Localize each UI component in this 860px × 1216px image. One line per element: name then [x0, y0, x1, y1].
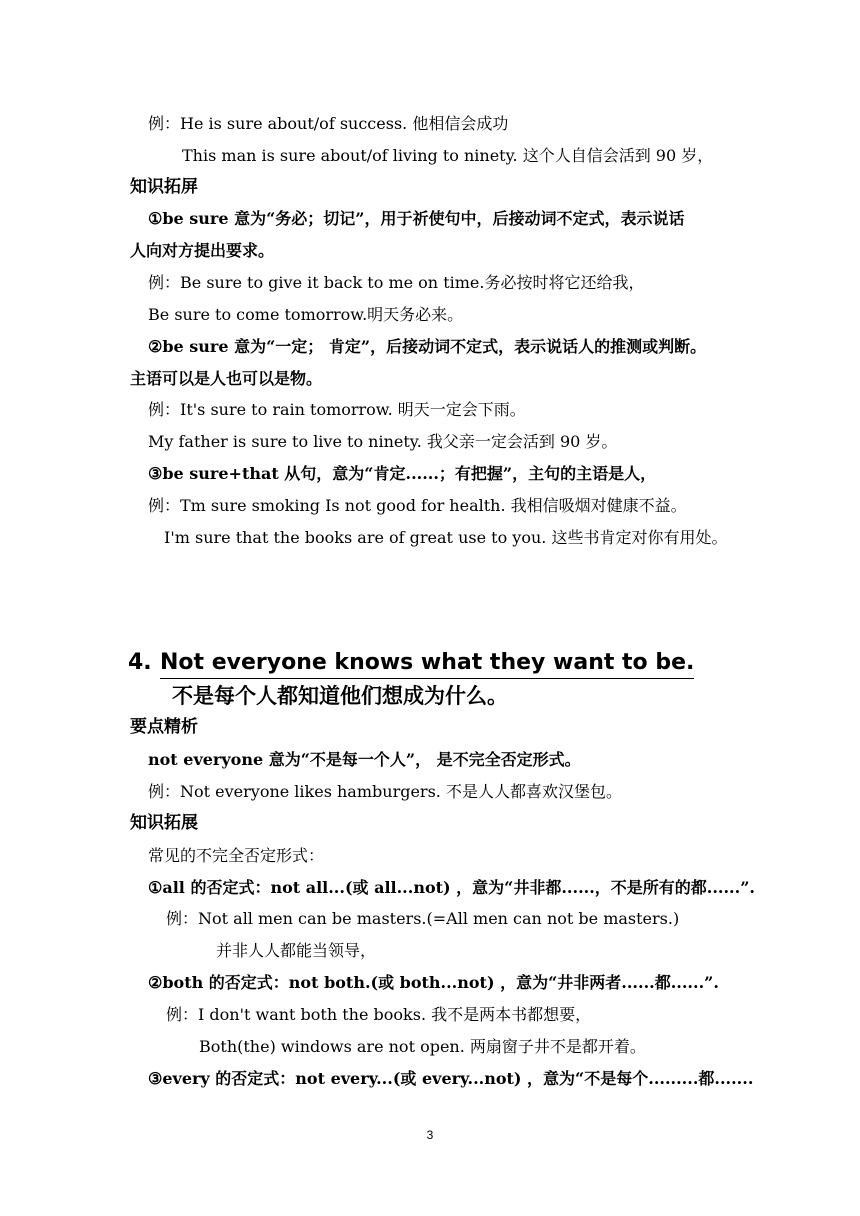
example-line: My father is sure to live to ninety. 我父亲一定会活到 90 岁。: [148, 432, 618, 451]
rule-line: ③be sure+that 从句，意为“肯定......；有把握”，主句的主语是人，: [148, 464, 657, 483]
example-line: 例：Not everyone likes hamburgers. 不是人人都喜欢汉堡包。: [148, 782, 622, 801]
example-line: 例：Not all men can be masters.(=All men can not be masters.): [166, 909, 680, 928]
section-heading: 知识拓屏: [130, 177, 198, 197]
example-line: Be sure to come tomorrow.明天务必来。: [148, 305, 464, 324]
section-title-english: Not everyone knows what they want to be.: [160, 648, 694, 679]
example-line: Both(the) windows are not open. 两扇窗子井不是都开着。: [199, 1037, 646, 1056]
example-line: This man is sure about/of living to ninety. 这个人自信会活到 90 岁，: [182, 146, 714, 165]
example-line: 例：He is sure about/of success. 他相信会成功: [148, 114, 509, 133]
section-heading: 要点精析: [130, 717, 198, 737]
page-number: 3: [426, 1128, 434, 1142]
rule-line: ②be sure 意为“一定； 肯定”，后接动词不定式，表示说话人的推测或判断。: [148, 337, 707, 356]
section-heading: 知识拓展: [130, 813, 198, 833]
rule-line: ①all 的否定式：not all...(或 all...not) ，意为“井非都......，不是所有的都......”.: [148, 878, 755, 897]
example-line: 例：I don't want both the books. 我不是两本书都想要，: [166, 1005, 592, 1024]
example-line: 例：Tm sure smoking Is not good for health. 我相信吸烟对健康不益。: [148, 496, 687, 515]
example-line: I'm sure that the books are of great use to you. 这些书肯定对你有用处。: [164, 528, 728, 547]
rule-line: ②both 的否定式：not both.(或 both...not) ，意为“井非两者......都......”.: [148, 973, 719, 992]
rule-line: ③every 的否定式：not every...(或 every...not) ，意为“不是每个.........都.......: [148, 1069, 754, 1088]
rule-line: [148, 749, 581, 771]
example-line: 并非人人都能当领导，: [216, 941, 377, 960]
example-line: 例：Be sure to give it back to me on time.务必按时将它还给我，: [148, 273, 645, 292]
rule-line: 主语可以是人也可以是物。: [130, 369, 323, 388]
section-number: 4.: [128, 650, 152, 675]
section-title-chinese: 不是每个人都知道他们想成为什么。: [172, 684, 508, 708]
rule-text: not everyone 意为“不是每一个人”， 是不完全否定形式。: [148, 750, 581, 769]
example-line: 例：It's sure to rain tomorrow. 明天一定会下雨。: [148, 400, 526, 419]
rule-line: ①be sure 意为“务必；切记”，用于祈使句中，后接动词不定式，表示说话: [148, 209, 685, 228]
text-line: 常见的不完全否定形式：: [148, 846, 325, 865]
rule-line: 人向对方提出要求。: [130, 241, 275, 260]
